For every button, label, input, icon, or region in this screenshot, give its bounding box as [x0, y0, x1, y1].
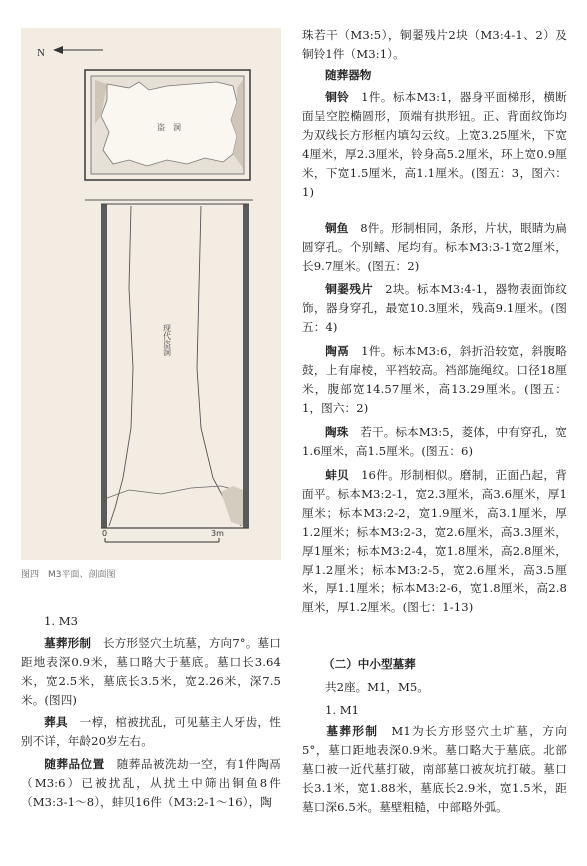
- robbery-hole-label: 盗 洞: [157, 123, 181, 132]
- paragraph-m3-burial: [21, 713, 281, 751]
- paragraph-tomb-count: 共2座。M1，M5。: [325, 680, 429, 694]
- north-label: N: [37, 47, 45, 59]
- text-structure: 长方形竖穴土坑墓，方向7°。墓口距地表深0.9米，墓口略大于墓底。墓口长3.64米，宽2.5米，墓底长3.5米，宽2.26米，深7.5米。(图四): [21, 636, 281, 707]
- text-pottery-bead: 若干。标本M3:5，菱体，中有穿孔，宽1.6厘米，高1.5厘米。(图五：6): [302, 425, 567, 458]
- paragraph-continued: 珠若干（M3:5），铜翣残片2块（M3:4-1、2）及铜铃1件（M3:1）。: [302, 28, 567, 61]
- paragraph-bronze-fish: [302, 219, 567, 276]
- label-pottery-bead: 陶珠: [325, 425, 349, 439]
- text-bronze-sha: 2块。标本M3:4-1，器物表面饰纹饰，器身穿孔，最宽10.3厘米，残高9.1厘米。(图五：4): [302, 282, 567, 334]
- heading-small-tombs: （二）中小型墓葬: [323, 657, 416, 671]
- text-bronze-bell: 1件。标本M3:1，器身平面梯形，横断面呈空腔椭圆形，顶端有拱形钮。正、背面纹饰均为双线长方形框内填勾云纹。上宽3.25厘米，下宽4厘米，厚2.3厘米，铃身高5.2厘米，环上宽0.9厘米，下宽1.5厘米，高1.1厘米。(图五：3，图六：1): [302, 90, 568, 199]
- heading-grave-goods: 随葬器物: [325, 68, 372, 82]
- modern-robbery-hole-label: 现代盗洞: [162, 324, 172, 356]
- label-shells: 蚌贝: [325, 468, 350, 482]
- figure-caption: 图四 M3平面、剖面图: [21, 570, 116, 580]
- label-bronze-bell: 铜铃: [325, 90, 350, 104]
- label-bronze-sha: 铜翣残片: [325, 282, 374, 296]
- scale-bar: [102, 529, 224, 542]
- paragraph-pottery-bead: [302, 423, 567, 461]
- m3-plan-drawing: [21, 28, 281, 560]
- text-pottery-li: 1件。标本M3:6，斜折沿较宽，斜腹略鼓，上有扉棱，平裆较高。裆部施绳纹。口径18厘米，腹部宽14.57厘米，高13.29厘米。(图五：1，图六：2): [302, 344, 568, 415]
- label-bronze-fish: 铜鱼: [325, 221, 349, 235]
- paragraph-m3-structure: [21, 634, 281, 710]
- text-shells: 16件。形制相似。磨制，正面凸起，背面平。标本M3:2-1，宽2.3厘米，高3.6厘米，厚1厘米；标本M3:2-2，宽1.9厘米，高3.1厘米，厚1.2厘米；标本M3:2-3，宽2.6厘米，高3.3厘米，厚1厘米；标本M3:2-4，宽1.8厘米，高2.8厘米，厚1.2厘米；标本M3:2-5，宽2.6厘米，高3.5厘米，厚1.1厘米；标本M3:2-6，宽1.8厘米，高2.8厘米，厚1.2厘米。(图七：1-13): [302, 468, 567, 615]
- paragraph-shells: [302, 466, 567, 617]
- figure-m3-plan: [21, 28, 281, 560]
- label-burial: 葬具: [44, 715, 68, 729]
- label-position: 随葬品位置: [44, 757, 105, 771]
- label-structure: 墓葬形制: [44, 636, 92, 650]
- plan-view: [85, 70, 250, 180]
- paragraph-bronze-sha: [302, 280, 567, 337]
- paragraph-m3-position: [21, 755, 281, 812]
- paragraph-bronze-bell: [302, 88, 567, 201]
- section-heading-m1: 1. M1: [325, 703, 359, 717]
- paragraph-pottery-li: [302, 342, 567, 418]
- text-burial: 一椁，棺被扰乱，可见墓主人牙齿，性别不详，年龄20岁左右。: [21, 715, 282, 748]
- text-position: 随葬品被洗劫一空，有1件陶鬲（M3:6）已被扰乱，从扰土中筛出铜鱼8件（M3:3-1～8），蚌贝16件（M3:2-1～16），陶: [21, 757, 281, 809]
- scale-end-label: 3m: [211, 529, 224, 538]
- scale-start-label: 0: [102, 529, 108, 538]
- section-view: [85, 200, 253, 528]
- text-bronze-fish: 8件。形制相同，条形，片状，眼睛为扁圆穿孔。个别鳍、尾均有。标本M3:3-1宽2厘米，长9.7厘米。(图五：2): [302, 221, 567, 273]
- section-heading-m3: 1. M3: [44, 614, 78, 628]
- label-pottery-li: 陶鬲: [325, 344, 350, 358]
- paragraph-m1-structure: [302, 722, 567, 817]
- label-m1-structure: 墓葬形制: [325, 724, 379, 738]
- north-arrow-icon: [53, 46, 63, 54]
- text-m1-structure: M1为长方形竖穴土圹墓，方向5°，墓口距地表深0.9米。墓口略大于墓底。北部墓口被一近代墓打破，南部墓口被灰坑打破。墓口长3.1米，宽1.88米，墓底长2.9米，宽1.5米，距墓口深6.5米。墓壁粗糙，中部略外弧。: [302, 724, 567, 814]
